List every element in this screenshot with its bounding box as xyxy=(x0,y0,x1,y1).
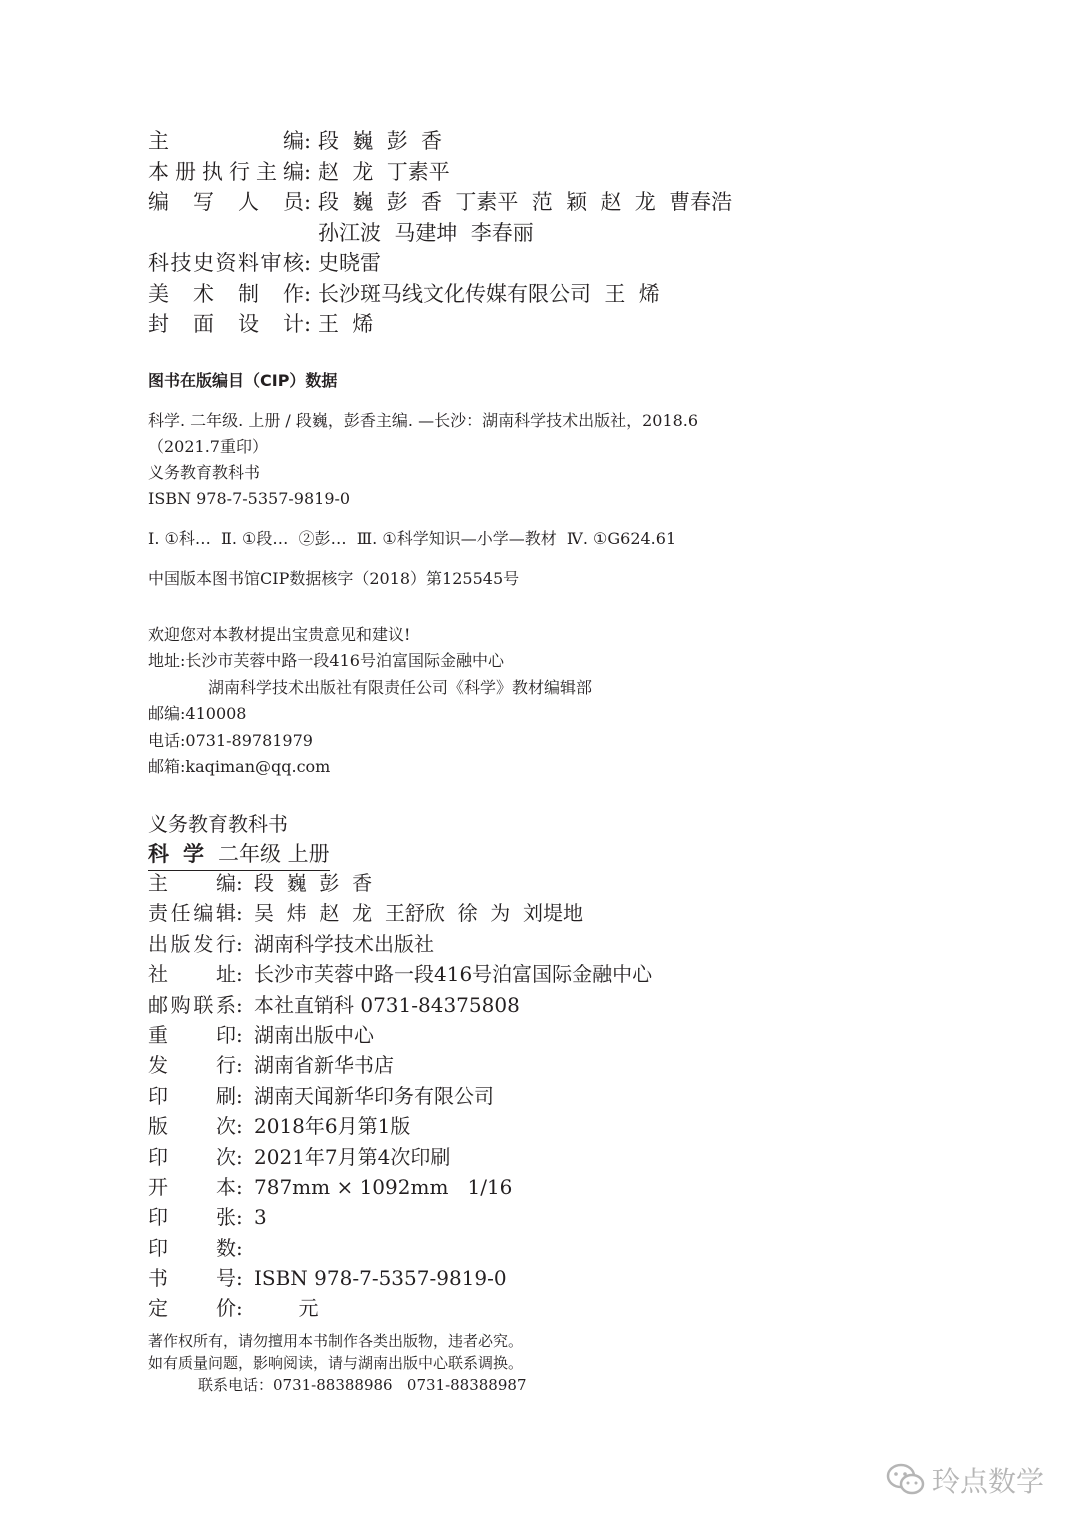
postcode-value: 410008 xyxy=(185,704,247,724)
book-info-label: 版次 xyxy=(148,1114,236,1139)
book-info-value: 湖南科学技术出版社 xyxy=(254,931,434,956)
book-info-label: 社址 xyxy=(148,962,236,987)
credit-label: 本册执行主编 xyxy=(148,159,304,184)
book-info-list xyxy=(148,868,652,1324)
postcode-label: 邮编: xyxy=(148,704,186,724)
feedback-email xyxy=(148,754,592,780)
credit-exec-editor: 本册执行主编 : 赵 龙 丁素平 xyxy=(148,157,732,188)
credit-label: 主编 xyxy=(148,129,304,153)
book-info-row: 发行 : 湖南省新华书店 xyxy=(148,1050,652,1080)
book-info-value: 本社直销科 0731-84375808 xyxy=(254,992,520,1017)
copyright-footer xyxy=(148,1330,527,1396)
book-info-value: 元 xyxy=(254,1296,319,1321)
book-info-row: 社址 : 长沙市芙蓉中路一段416号泊富国际金融中心 xyxy=(148,959,652,989)
book-info-value: 787mm × 1092mm 1/16 xyxy=(254,1174,513,1199)
wechat-icon xyxy=(886,1463,926,1497)
cip-line: （2021.7重印） xyxy=(148,437,268,456)
feedback-address-line2: 湖南科学技术出版社有限责任公司《科学》教材编辑部 xyxy=(208,677,593,697)
feedback-contact xyxy=(148,622,592,780)
book-info-label: 出版发行 xyxy=(148,931,236,956)
cip-line: 义务教育教科书 xyxy=(148,463,261,482)
book-info-row: 版次 : 2018年6月第1版 xyxy=(148,1111,652,1141)
credit-value: 史晓雷 xyxy=(318,251,381,275)
book-info-value: 2021年7月第4次印刷 xyxy=(254,1144,451,1169)
book-info-row: 主编 : 段 巍 彭 香 xyxy=(148,868,652,898)
feedback-phone xyxy=(148,728,592,754)
watermark-text: 玲点数学 xyxy=(931,1465,1044,1498)
book-info-row: 定价 : 元 xyxy=(148,1293,652,1323)
feedback-address xyxy=(148,648,592,674)
book-info-label: 印数 xyxy=(148,1235,236,1260)
book-info-row: 开本 : 787mm × 1092mm 1/16 xyxy=(148,1172,652,1202)
credit-value: 段 巍 彭 香 xyxy=(318,129,443,153)
book-info-row: 重印 : 湖南出版中心 xyxy=(148,1020,652,1050)
book-info-row: 印张 : 3 xyxy=(148,1202,652,1232)
credit-label: 美术制作 xyxy=(148,281,304,306)
book-info-value: 3 xyxy=(254,1205,267,1230)
book-info-value: 长沙市芙蓉中路一段416号泊富国际金融中心 xyxy=(254,962,653,987)
book-info-label: 印张 xyxy=(148,1205,236,1230)
contact-phone: 联系电话：0731-88388986 0731-88388987 xyxy=(198,1376,527,1394)
cip-verification: 中国版本图书馆CIP数据核字（2018）第125545号 xyxy=(148,569,520,588)
email-label: 邮箱: xyxy=(148,757,186,777)
book-info-value: 湖南天闻新华印务有限公司 xyxy=(254,1083,494,1108)
credit-cover: 封面设计 : 王 烯 xyxy=(148,309,732,340)
editor-credits xyxy=(148,126,732,340)
book-info-label: 开本 xyxy=(148,1174,236,1199)
cip-line: ISBN 978-7-5357-9819-0 xyxy=(148,489,351,508)
credit-writers: 编写人员 : 段 巍 彭 香 丁素平 范 颖 赵 龙 曹春浩 xyxy=(148,187,732,218)
quality-notice: 如有质量问题，影响阅读，请与湖南出版中心联系调换。 xyxy=(148,1354,524,1372)
credit-art: 美术制作 : 长沙斑马线文化传媒有限公司 王 烯 xyxy=(148,279,732,310)
credit-value: 赵 龙 丁素平 xyxy=(318,159,450,184)
book-subject: 科学 xyxy=(148,841,218,866)
book-info-label: 印刷 xyxy=(148,1083,236,1108)
email-value: kaqiman@qq.com xyxy=(185,757,331,777)
credit-writers-continued xyxy=(148,218,732,249)
cip-line: 科学. 二年级. 上册 / 段巍，彭香主编. —长沙：湖南科学技术出版社，2018.6 xyxy=(148,411,699,430)
book-info-label: 重印 xyxy=(148,1022,236,1047)
book-info-row: 出版发行 : 湖南科学技术出版社 xyxy=(148,929,652,959)
cip-heading: 图书在版编目（CIP）数据 xyxy=(148,371,338,390)
book-grade: 二年级 上册 xyxy=(218,842,330,866)
book-info-label: 书号 xyxy=(148,1266,236,1291)
copyright-notice: 著作权所有，请勿擅用本书制作各类出版物，违者必究。 xyxy=(148,1332,524,1350)
cip-data xyxy=(148,408,698,592)
credit-label: 科技史资料审核 xyxy=(148,251,304,275)
book-info-value: 2018年6月第1版 xyxy=(254,1114,411,1139)
book-info-row: 书号 : ISBN 978-7-5357-9819-0 xyxy=(148,1263,652,1293)
book-info-label: 印次 xyxy=(148,1144,236,1169)
feedback-postcode xyxy=(148,701,592,727)
book-series: 义务教育教科书 xyxy=(148,812,288,836)
book-info-row: 印次 : 2021年7月第4次印刷 xyxy=(148,1142,652,1172)
phone-label: 电话: xyxy=(148,730,186,750)
book-info-row: 责任编辑 : 吴 炜 赵 龙 王舒欣 徐 为 刘堤地 xyxy=(148,898,652,928)
book-info-value: 段 巍 彭 香 xyxy=(254,871,373,895)
book-info-value: 吴 炜 赵 龙 王舒欣 徐 为 刘堤地 xyxy=(254,901,584,926)
book-info-row: 邮购联系 : 本社直销科 0731-84375808 xyxy=(148,990,652,1020)
phone-value: 0731-89781979 xyxy=(185,730,313,750)
book-subject-line xyxy=(148,838,330,871)
book-info-value: ISBN 978-7-5357-9819-0 xyxy=(254,1266,507,1291)
credit-label: 编写人员 xyxy=(148,190,304,214)
watermark xyxy=(886,1460,1044,1500)
address-label: 地址: xyxy=(148,651,186,671)
book-info-value: 湖南出版中心 xyxy=(254,1022,374,1047)
book-info-label: 发行 xyxy=(148,1053,236,1078)
credit-value: 长沙斑马线文化传媒有限公司 王 烯 xyxy=(318,281,660,306)
book-info-value: 湖南省新华书店 xyxy=(254,1053,394,1078)
address-value: 长沙市芙蓉中路一段416号泊富国际金融中心 xyxy=(185,651,504,671)
book-info-label: 责任编辑 xyxy=(148,901,236,926)
cip-classification: Ⅰ. ①科… Ⅱ. ①段… ②彭… Ⅲ. ①科学知识—小学—教材 Ⅳ. ①G624.61 xyxy=(148,529,677,548)
book-info-label: 邮购联系 xyxy=(148,992,236,1017)
credit-chief-editor: 主编 : 段 巍 彭 香 xyxy=(148,126,732,157)
credit-value: 孙江波 马建坤 李春丽 xyxy=(318,220,534,245)
book-info-row: 印数 : xyxy=(148,1233,652,1263)
book-info-label: 定价 xyxy=(148,1296,236,1321)
credit-value: 段 巍 彭 香 丁素平 范 颖 赵 龙 曹春浩 xyxy=(318,190,733,214)
book-info-row: 印刷 : 湖南天闻新华印务有限公司 xyxy=(148,1081,652,1111)
book-info-label: 主编 xyxy=(148,871,236,895)
credit-value: 王 烯 xyxy=(318,312,374,336)
credit-label: 封面设计 xyxy=(148,312,304,336)
credit-history-review: 科技史资料审核 : 史晓雷 xyxy=(148,248,732,279)
feedback-welcome: 欢迎您对本教材提出宝贵意见和建议! xyxy=(148,625,411,644)
